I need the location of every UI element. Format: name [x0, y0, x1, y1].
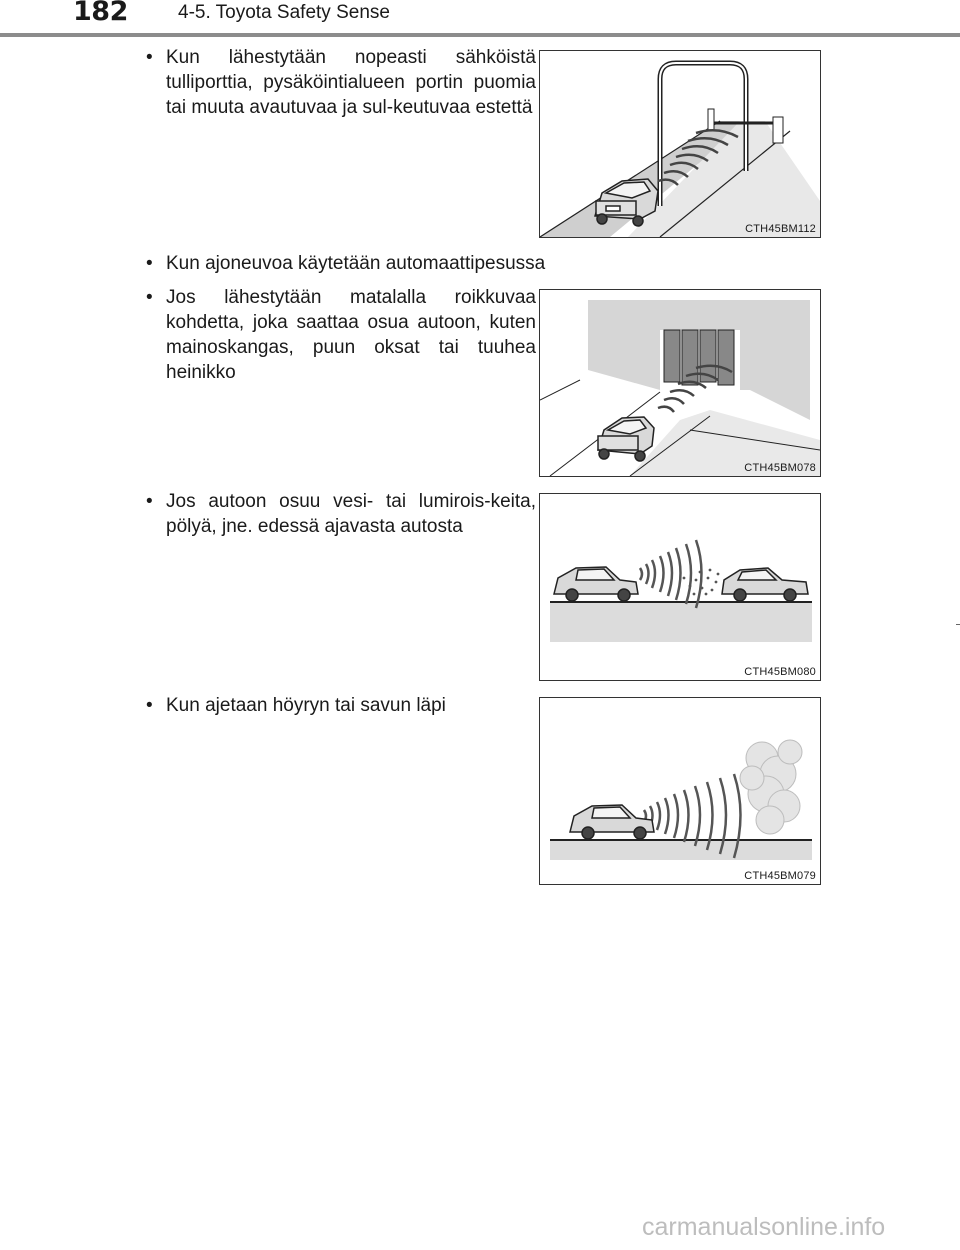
figure-code: CTH45BM078: [744, 462, 816, 474]
bullet-marker: •: [146, 253, 153, 274]
bullet-text: Jos autoon osuu vesi- tai lumirois-keita, pölyä, jne. edessä ajavasta autosta: [166, 491, 536, 537]
figure-toll-gate: [539, 50, 821, 238]
watermark: carmanualsonline.info: [642, 1213, 886, 1241]
bullet-text: Kun ajetaan höyryn tai savun läpi: [166, 695, 446, 716]
page-header: [0, 0, 960, 40]
spray-dust-illustration: [540, 494, 820, 680]
steam-smoke-illustration: [540, 698, 820, 884]
page-edge-mark: [956, 624, 960, 625]
bullet-item-car-wash: [146, 251, 646, 276]
page-number: 182: [73, 0, 128, 27]
bullet-marker: •: [146, 491, 153, 512]
bullet-text: Jos lähestytään matalalla roikkuvaa kohdetta, joka saattaa osua autoon, kuten mainoskangas, puun oksat tai tuuhea heinikko: [166, 287, 536, 383]
bullet-marker: •: [146, 47, 153, 68]
figure-code: CTH45BM079: [744, 870, 816, 882]
toll-gate-illustration: [540, 51, 820, 237]
figure-hanging-object: [539, 289, 821, 477]
figure-spray-dust: [539, 493, 821, 681]
figure-code: CTH45BM112: [745, 223, 816, 235]
bullet-item-hanging-object: [146, 285, 536, 385]
bullet-text: Kun lähestytään nopeasti sähköistä tulliporttia, pysäköintialueen portin puomia tai muuta avautuvaa ja sul-keutuvaa estettä: [166, 47, 536, 118]
section-title: 4-5. Toyota Safety Sense: [178, 2, 390, 23]
hanging-object-illustration: [540, 290, 820, 476]
bullet-marker: •: [146, 287, 153, 308]
figure-steam-smoke: [539, 697, 821, 885]
bullet-marker: •: [146, 695, 153, 716]
bullet-item-toll-gate: [146, 45, 536, 120]
header-rule: [0, 33, 960, 37]
bullet-item-spray-dust: [146, 489, 536, 539]
figure-code: CTH45BM080: [744, 666, 816, 678]
bullet-text: Kun ajoneuvoa käytetään automaattipesussa: [166, 253, 546, 274]
